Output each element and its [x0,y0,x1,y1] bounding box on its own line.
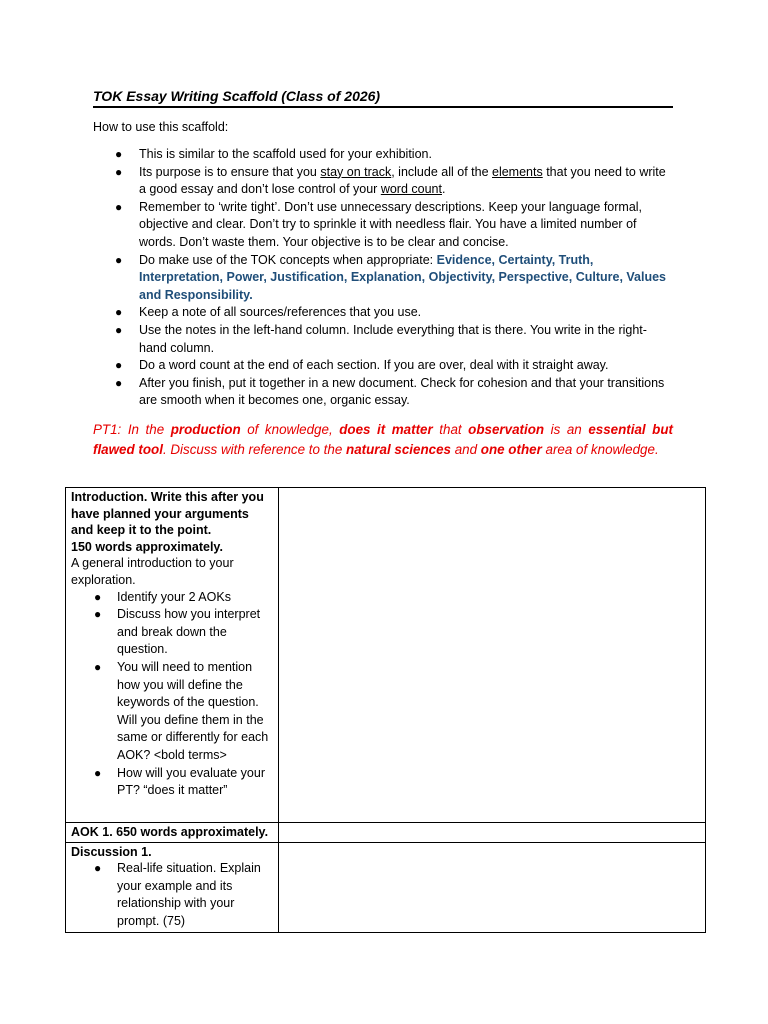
bullet-icon: ● [94,659,102,674]
list-item: ● Its purpose is to ensure that you stay on track, include all of the elements that you need to write a good essay and don’t lose control of your word count. [115,164,666,197]
tok-concepts: Evidence, Certainty, Truth, Interpretation, Power, Justification, Explanation, Objectivity, Perspective, Culture, Values and Responsibility. [139,252,666,302]
list-item: ● This is similar to the scaffold used for your exhibition. [93,146,673,164]
table-row [66,842,706,932]
list-item: ● Use the notes in the left-hand column. Include everything that is there. You write in the right-hand column. [115,322,647,355]
bullet-icon: ● [115,199,123,214]
underlined-phrase: word count [380,182,442,197]
scaffold-table [65,487,706,933]
bullet-icon: ● [115,164,123,179]
bullet-icon: ● [94,589,102,604]
list-item: ● Identify your 2 AOKs [71,589,273,607]
list-item: ● Do make use of the TOK concepts when appropriate: Evidence, Certainty, Truth, Interpretation, Power, Justification, Explanation, Objectivity, Perspective, Culture, Values and Responsibility. [115,252,666,302]
prescribed-title: PT1: In the production of knowledge, does it matter that observation is an essential but flawed tool. Discuss with reference to the natural sciences and one other area of knowledge. [93,422,674,457]
bullet-icon: ● [115,322,123,337]
aok1-heading-cell: AOK 1. 650 words approximately. [66,823,279,843]
bullet-icon: ● [94,765,102,780]
intro-text: How to use this scaffold: [93,120,229,134]
table-row [66,488,706,823]
intro-heading: Introduction. Write this after you have planned your arguments and keep it to the point. [71,490,264,538]
bullet-icon: ● [115,358,123,373]
intro-checklist [71,589,273,800]
discussion1-notes-cell [66,842,279,932]
discussion1-checklist [71,860,273,930]
bullet-icon: ● [115,375,123,390]
intro-description: A general introduction to your exploration. [71,556,234,587]
bullet-icon: ● [115,305,123,320]
underlined-phrase: elements [492,164,543,179]
intro-writing-cell[interactable] [279,488,706,823]
list-item: ● Remember to ‘write tight’. Don’t use unnecessary descriptions. Keep your language formal, objective and clear. Don’t try to sprinkle it with needless flair. You have a limited number of words. Don’t waste them. Your objective is to be clear and concise. [115,199,643,249]
discussion1-writing-cell[interactable] [279,842,706,932]
list-item: ● Keep a note of all sources/references that you use. [93,304,673,322]
intro-word-count: 150 words approximately. [71,539,223,554]
table-row [66,823,706,843]
discussion1-heading: Discussion 1. [71,844,152,859]
list-item: ● Real-life situation. Explain your example and its relationship with your prompt. (75) [94,861,261,928]
intro-notes-cell [66,488,279,823]
bullet-icon: ● [115,147,123,161]
list-item: ● How will you evaluate your PT? “does it matter” [94,765,265,798]
list-item: ● You will need to mention how you will define the keywords of the question. Will you define them in the same or differently for each AOK? <bold terms> [94,659,269,762]
bullet-icon: ● [94,861,102,876]
list-item: ● Discuss how you interpret and break down the question. [94,607,261,657]
aok1-writing-cell[interactable] [279,823,706,843]
instructions-list [93,146,673,410]
list-item: ● After you finish, put it together in a new document. Check for cohesion and that your transitions are smooth when it becomes one, organic essay. [115,375,665,408]
bullet-icon: ● [94,607,102,622]
underlined-phrase: stay on track [320,164,392,179]
list-item: ● Do a word count at the end of each section. If you are over, deal with it straight away. [93,357,673,375]
document-title: TOK Essay Writing Scaffold (Class of 2026) [93,87,673,108]
bullet-icon: ● [115,252,123,267]
